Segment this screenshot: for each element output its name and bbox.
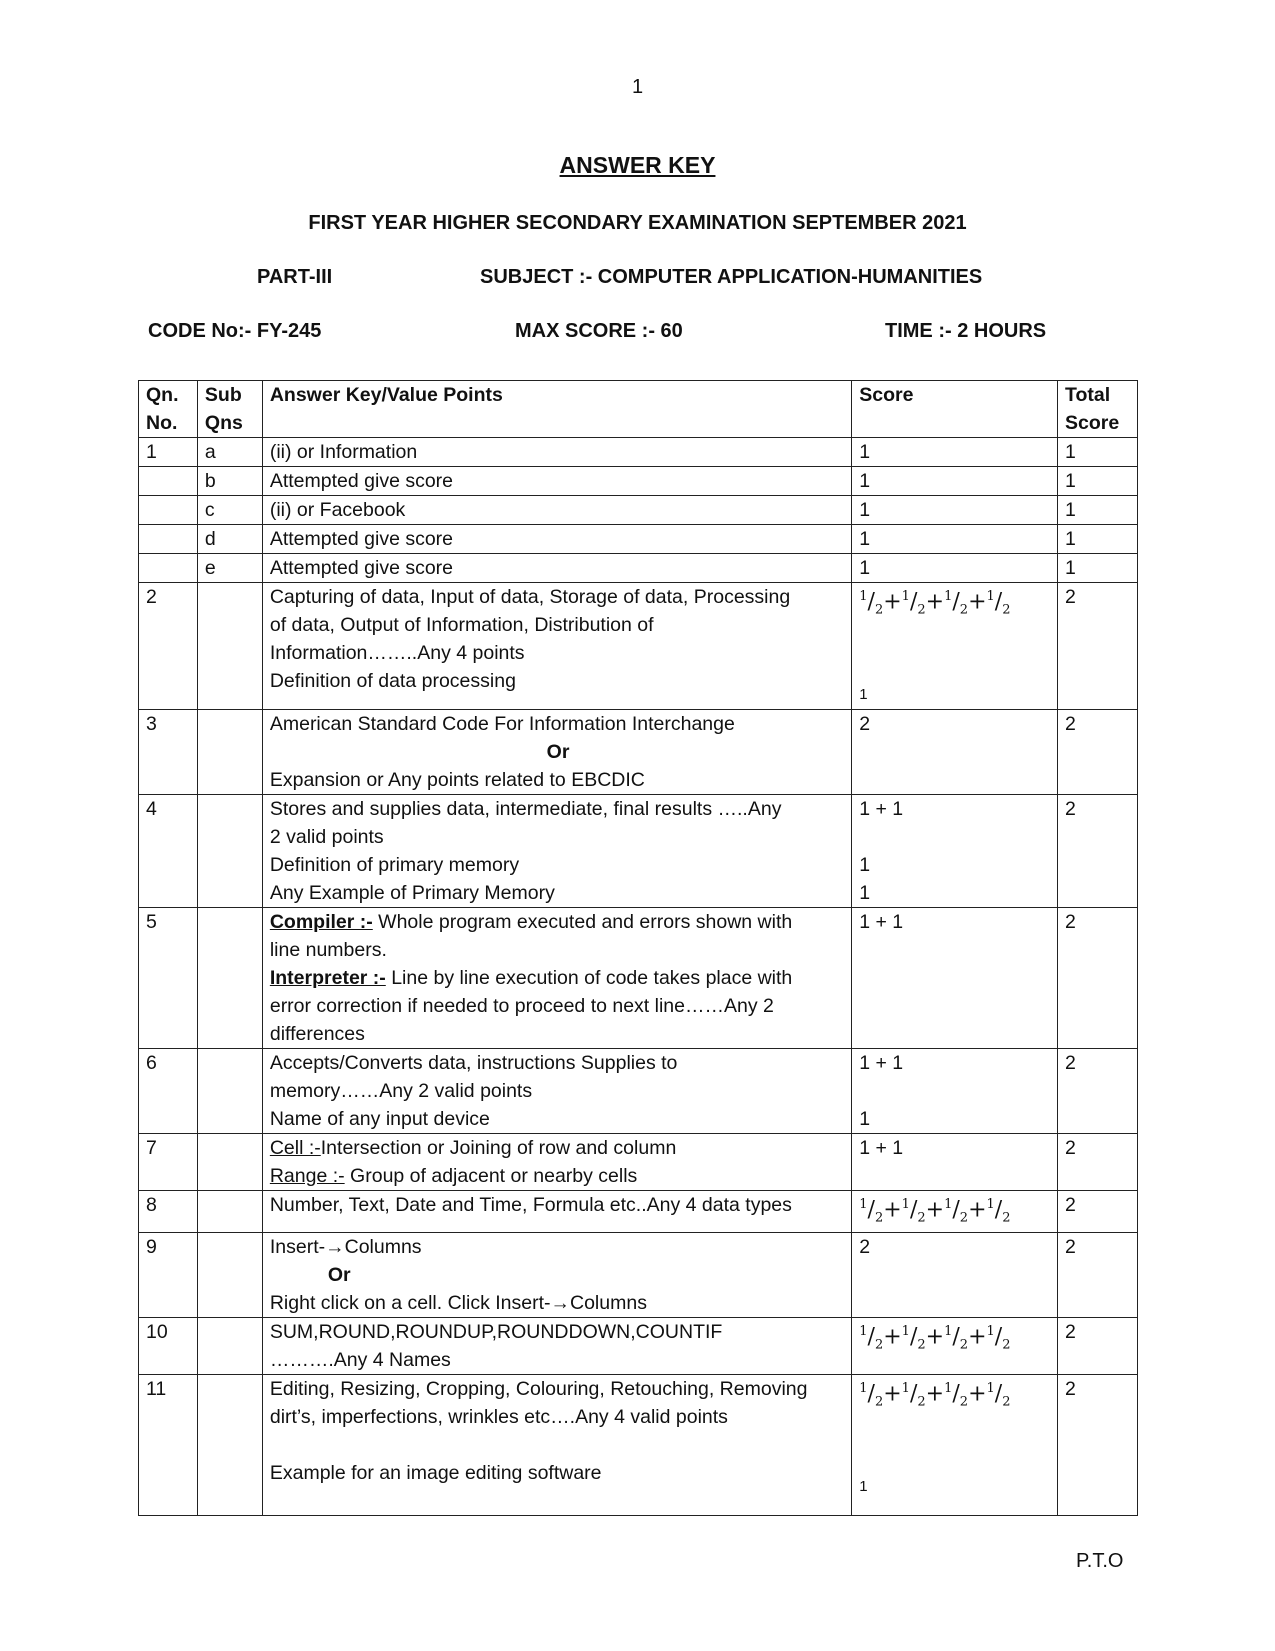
score-cell: 2 [852,709,1058,794]
sub-cell [197,794,262,907]
score-cell: $^1/_2+^1/_2+^1/_2+^1/_2$ 1 [852,583,1058,710]
sub-cell [197,1375,262,1516]
total-cell: 1 [1058,467,1138,496]
table-row [139,1048,1138,1133]
score-cell: 1 + 1 [852,1133,1058,1190]
total-cell: 2 [1058,1233,1138,1318]
header-qn: Qn. No. [139,381,198,438]
table-row [139,794,1138,907]
table-row [139,583,1138,710]
total-cell: 2 [1058,907,1138,1048]
qn-cell: 8 [139,1190,198,1233]
half-fraction-sum: $^1/_2+^1/_2+^1/_2+^1/_2$ [859,1381,1011,1411]
total-cell: 1 [1058,525,1138,554]
answer-cell: Accepts/Converts data, instructions Supplies to memory……Any 2 valid points Name of any input device [262,1048,851,1133]
total-cell: 2 [1058,794,1138,907]
header-sub: Sub Qns [197,381,262,438]
answer-cell: Compiler :- Whole program executed and errors shown with line numbers. Interpreter :- Line by line execution of code takes place with error correction if needed to proceed to next line……Any 2 differences [262,907,851,1048]
table-row [139,1375,1138,1516]
answer-cell: SUM,ROUND,ROUNDUP,ROUNDDOWN,COUNTIF ……….Any 4 Names [262,1318,851,1375]
answer-cell: Attempted give score [262,525,851,554]
table-row [139,1133,1138,1190]
sub-cell [197,709,262,794]
table-row [139,907,1138,1048]
cell-label: Cell :- [269,1136,321,1159]
header-score: Score [852,381,1058,438]
total-cell: 1 [1058,554,1138,583]
qn-cell: 7 [139,1133,198,1190]
table-row [139,467,1138,496]
total-cell: 2 [1058,709,1138,794]
answer-cell: Number, Text, Date and Time, Formula etc..Any 4 data types [262,1190,851,1233]
total-cell: 2 [1058,583,1138,710]
header-answer: Answer Key/Value Points [262,381,851,438]
time-label: TIME :- 2 HOURS [885,320,1047,342]
compiler-label: Compiler :- [269,910,373,933]
qn-cell: 4 [139,794,198,907]
answer-cell: Attempted give score [262,554,851,583]
score-cell: 1 + 1 [852,907,1058,1048]
score-cell: 1 + 1 1 1 [852,794,1058,907]
answer-cell: (ii) or Information [262,438,851,467]
table-row [139,709,1138,794]
sub-cell [197,1318,262,1375]
code-label: CODE No:- FY-245 [148,320,322,342]
score-cell: 1 [852,438,1058,467]
answer-cell: Stores and supplies data, intermediate, final results …..Any 2 valid points Definition of primary memory Any Example of Primary Memory [262,794,851,907]
exam-name: FIRST YEAR HIGHER SECONDARY EXAMINATION SEPTEMBER 2021 [308,212,967,234]
table-row [139,525,1138,554]
score-cell: 1 [852,496,1058,525]
qn-cell [139,496,198,525]
total-cell: 2 [1058,1318,1138,1375]
table-row [139,438,1138,467]
score-cell: 2 [852,1233,1058,1318]
sub-cell [197,907,262,1048]
total-cell: 1 [1058,496,1138,525]
qn-cell: 1 [139,438,198,467]
header-total: Total Score [1058,381,1138,438]
answer-key-table [138,380,1138,1516]
table-row [139,1233,1138,1318]
sub-cell [197,583,262,710]
max-score-label: MAX SCORE :- 60 [515,320,683,342]
half-fraction-sum: $^1/_2+^1/_2+^1/_2+^1/_2$ [859,589,1011,618]
range-label: Range :- [269,1164,345,1187]
answer-cell: American Standard Code For Information Interchange Or Expansion or Any points related to EBCDIC [262,709,851,794]
qn-cell: 5 [139,907,198,1048]
table-row [139,1190,1138,1233]
pto-footer: P.T.O [1076,1550,1124,1572]
half-fraction-sum: $^1/_2+^1/_2+^1/_2+^1/_2$ [859,1324,1011,1354]
total-cell: 2 [1058,1375,1138,1516]
interpreter-label: Interpreter :- [269,966,386,989]
table-row [139,554,1138,583]
table-header-row [139,381,1138,438]
answer-cell: Capturing of data, Input of data, Storage of data, Processing of data, Output of Information, Distribution of Information……..Any 4 points Definition of data processing [262,583,851,710]
total-cell: 2 [1058,1048,1138,1133]
page-number: 1 [631,76,644,98]
sub-cell: d [197,525,262,554]
qn-cell: 2 [139,583,198,710]
answer-cell: (ii) or Facebook [262,496,851,525]
half-fraction-sum: $^1/_2+^1/_2+^1/_2+^1/_2$ [859,1196,1011,1226]
answer-cell: Cell :-Intersection or Joining of row and column Range :- Group of adjacent or nearby cells [262,1133,851,1190]
qn-cell [139,554,198,583]
document-title: ANSWER KEY [559,152,716,178]
score-cell [852,1190,1058,1233]
qn-cell: 3 [139,709,198,794]
sub-cell: b [197,467,262,496]
sub-cell: c [197,496,262,525]
qn-cell [139,525,198,554]
table-row [139,496,1138,525]
qn-cell: 6 [139,1048,198,1133]
total-cell: 2 [1058,1190,1138,1233]
total-cell: 1 [1058,438,1138,467]
sub-cell: a [197,438,262,467]
sub-cell [197,1133,262,1190]
score-cell: 1 [852,525,1058,554]
qn-cell: 10 [139,1318,198,1375]
answer-cell: Attempted give score [262,467,851,496]
sub-cell: e [197,554,262,583]
qn-cell [139,467,198,496]
score-cell: $^1/_2+^1/_2+^1/_2+^1/_2$ 1 [852,1375,1058,1516]
answer-cell: Editing, Resizing, Cropping, Colouring, Retouching, Removing dirt’s, imperfections, wrinkles etc….Any 4 valid points Example for an image editing software [262,1375,851,1516]
sub-cell [197,1190,262,1233]
sub-cell [197,1048,262,1133]
qn-cell: 11 [139,1375,198,1516]
part-label: PART-III [257,266,333,288]
subject-label: SUBJECT :- COMPUTER APPLICATION-HUMANITIES [480,266,983,288]
score-cell: 1 [852,554,1058,583]
total-cell: 2 [1058,1133,1138,1190]
sub-cell [197,1233,262,1318]
score-cell: 1 [852,467,1058,496]
score-cell [852,1318,1058,1375]
score-cell: 1 + 1 1 [852,1048,1058,1133]
answer-cell: Insert-→Columns Or Right click on a cell. Click Insert-→Columns [262,1233,851,1318]
qn-cell: 9 [139,1233,198,1318]
table-row [139,1318,1138,1375]
